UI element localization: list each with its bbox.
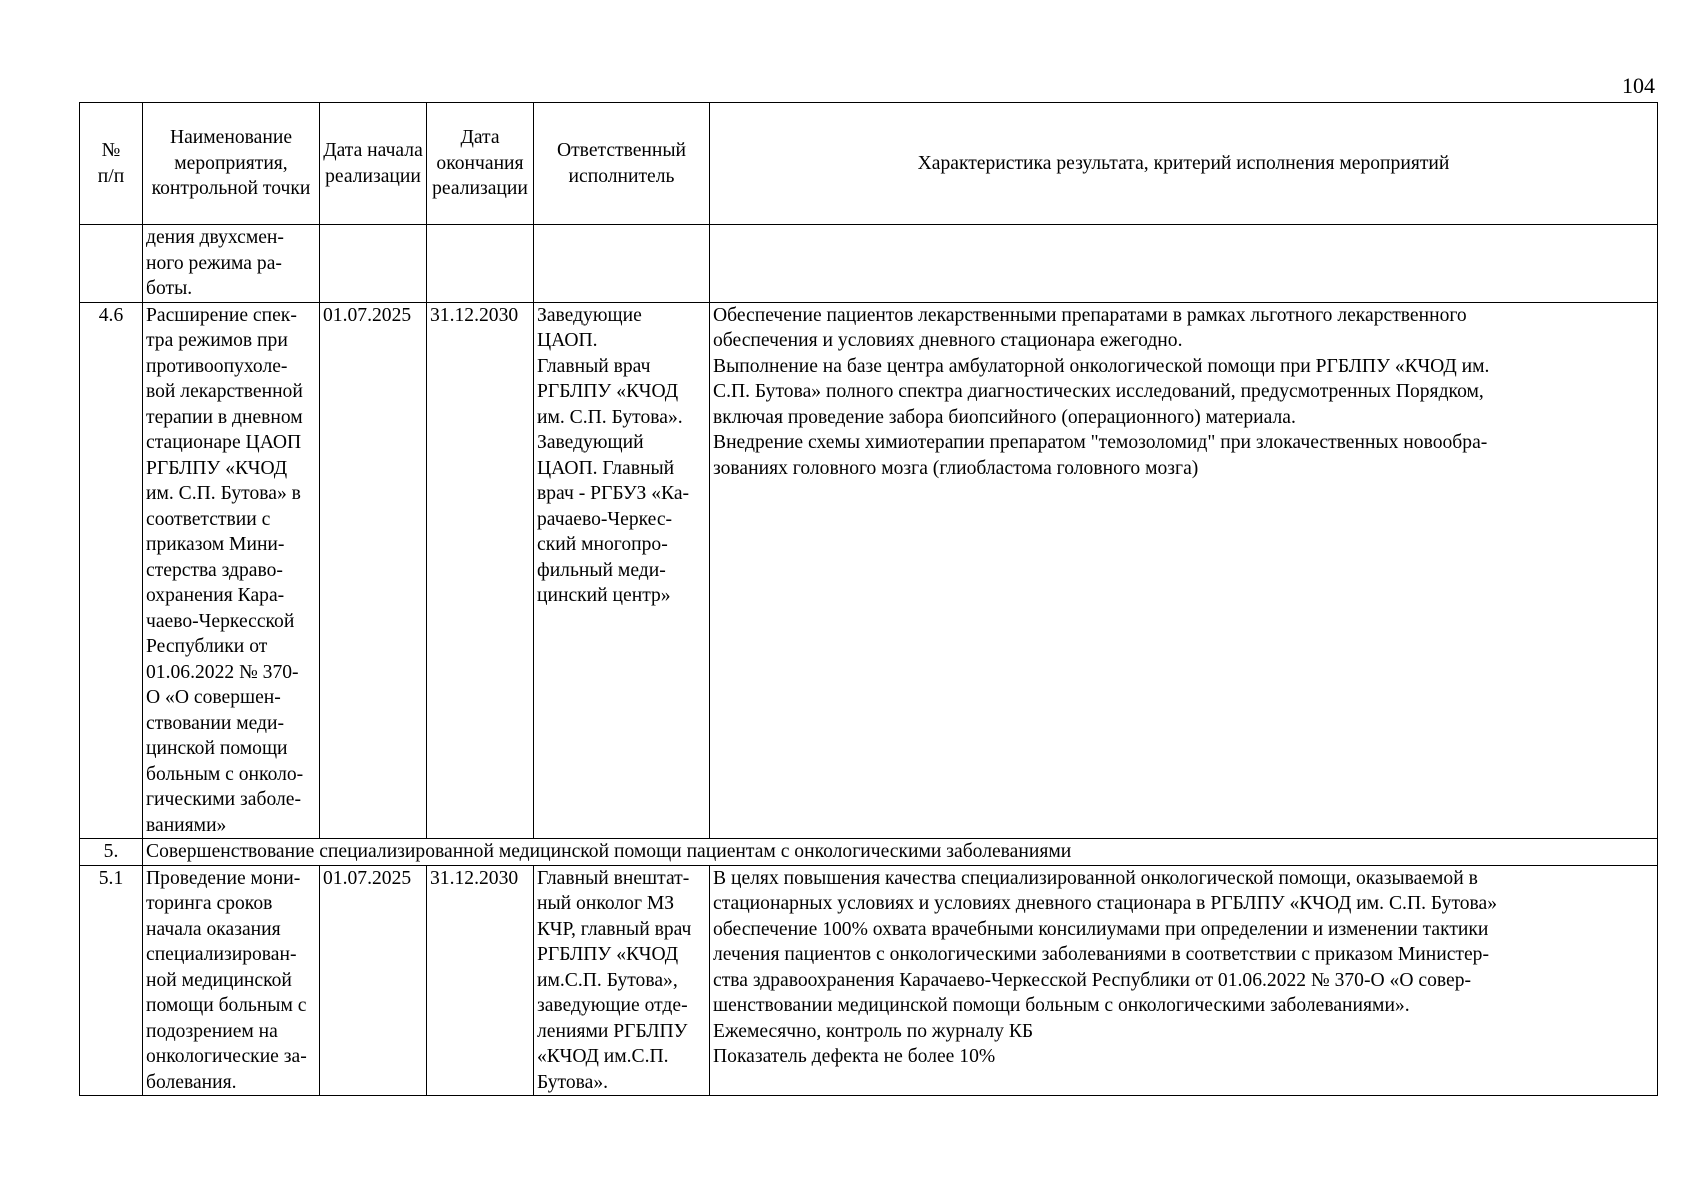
row-end: 31.12.2030 <box>427 865 534 1096</box>
row-executor: Заведующие ЦАОП. Главный врач РГБЛПУ «КЧОД им. С.П. Бутова». Заведующий ЦАОП. Главный врач - РГБУЗ «Ка- рачаево-Черкес- ский многопро- фильный меди- цинский центр» <box>534 302 710 839</box>
section-num: 5. <box>80 839 143 866</box>
row-start: 01.07.2025 <box>320 865 427 1096</box>
header-result: Характеристика результата, критерий исполнения мероприятий <box>710 103 1658 225</box>
row-name: дения двухсмен- ного режима ра- боты. <box>143 225 320 303</box>
row-executor: Главный внештат- ный онколог МЗ КЧР, главный врач РГБЛПУ «КЧОД им.С.П. Бутова», заведующие отде- лениями РГБЛПУ «КЧОД им.С.П. Бутова». <box>534 865 710 1096</box>
row-start: 01.07.2025 <box>320 302 427 839</box>
section-title: Совершенствование специализированной медицинской помощи пациентам с онкологическими заболеваниями <box>143 839 1658 866</box>
row-name: Расширение спек- тра режимов при противоопухоле- вой лекарственной терапии в дневном стационаре ЦАОП РГБЛПУ «КЧОД им. С.П. Бутова» в соответствии с приказом Мини- стерства здраво- охранения Кара- чаево-Черкесской Республики от 01.06.2022 № 370- О «О совершен- ствовании меди- цинской помощи больным с онколо- гическими заболе- ваниями» <box>143 302 320 839</box>
header-end: Дата окончания реализации <box>427 103 534 225</box>
row-executor <box>534 225 710 303</box>
row-num: 5.1 <box>80 865 143 1096</box>
table-row <box>80 865 1658 1096</box>
header-name: Наименование мероприятия, контрольной точки <box>143 103 320 225</box>
row-num <box>80 225 143 303</box>
table-row <box>80 302 1658 839</box>
measures-table <box>79 102 1658 1096</box>
header-num: № п/п <box>80 103 143 225</box>
table-row <box>80 225 1658 303</box>
row-result: Обеспечение пациентов лекарственными препаратами в рамках льготного лекарственного обеспечения и условиях дневного стационара ежегодно. Выполнение на базе центра амбулаторной онкологической помощи при РГБЛПУ «КЧОД им. С.П. Бутова» полного спектра диагностических исследований, предусмотренных Порядком, включая проведение забора биопсийного (операционного) материала. Внедрение схемы химиотерапии препаратом "темозоломид" при злокачественных новообра- зованиях головного мозга (глиобластома головного мозга) <box>710 302 1658 839</box>
row-result: В целях повышения качества специализированной онкологической помощи, оказываемой в стационарных условиях и условиях дневного стационара в РГБЛПУ «КЧОД им. С.П. Бутова» обеспечение 100% охвата врачебными консилиумами при определении и изменении тактики лечения пациентов с онкологическими заболеваниями в соответствии с приказом Министер- ства здравоохранения Карачаево-Черкесской Республики от 01.06.2022 № 370-О «О совер- шенствовании медицинской помощи больным с онкологическими заболеваниями». Ежемесячно, контроль по журналу КБ Показатель дефекта не более 10% <box>710 865 1658 1096</box>
row-result <box>710 225 1658 303</box>
row-end: 31.12.2030 <box>427 302 534 839</box>
row-end <box>427 225 534 303</box>
row-start <box>320 225 427 303</box>
header-start: Дата начала реализации <box>320 103 427 225</box>
row-name: Проведение мони- торинга сроков начала оказания специализирован- ной медицинской помощи больным с подозрением на онкологические за- болевания. <box>143 865 320 1096</box>
header-executor: Ответственный исполнитель <box>534 103 710 225</box>
header-row <box>80 103 1658 225</box>
section-row <box>80 839 1658 866</box>
page-number: 104 <box>1622 73 1655 98</box>
row-num: 4.6 <box>80 302 143 839</box>
